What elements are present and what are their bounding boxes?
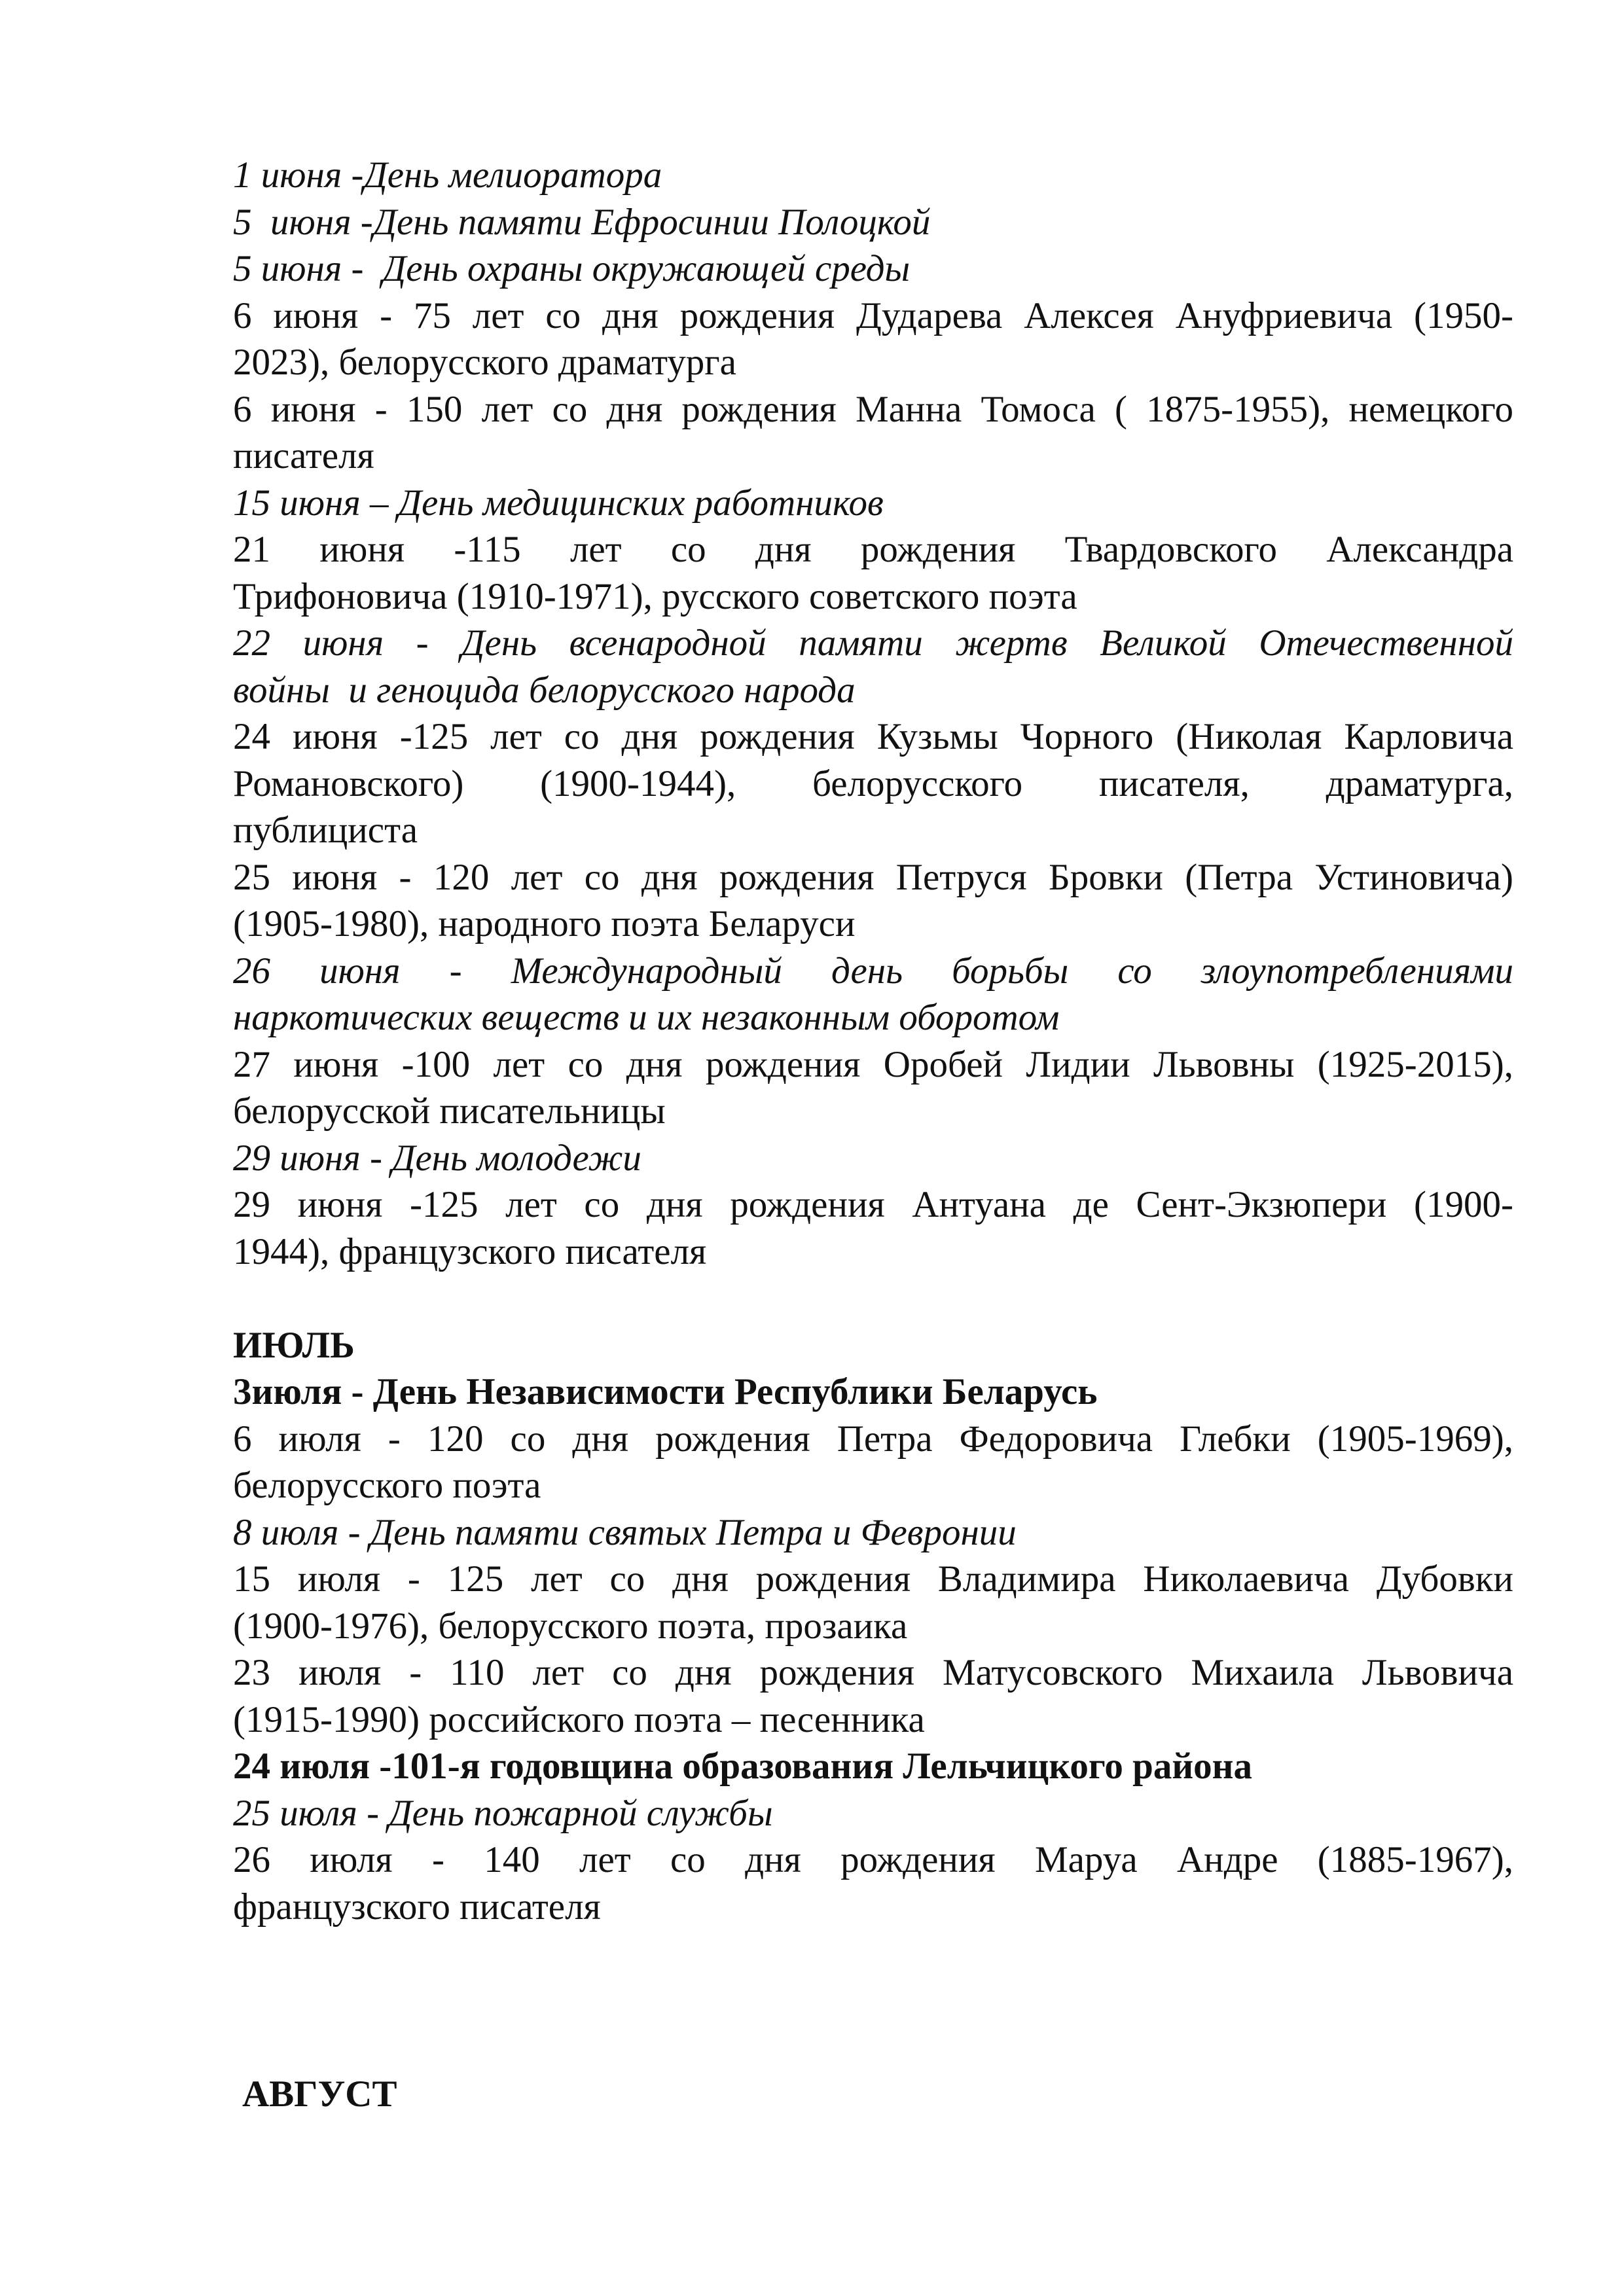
document-body — [233, 152, 1513, 2117]
july-item-5-line-2: (1915-1990) российского поэта – песенника — [233, 1698, 925, 1740]
august-section — [233, 2071, 1513, 2118]
july-item-7: 25 июля - День пожарной службы — [233, 1792, 773, 1834]
june-item-9-line-3: публициста — [233, 810, 418, 851]
section-spacer — [233, 1930, 1513, 2024]
june-item-10-line-2: (1905-1980), народного поэта Беларуси — [233, 903, 856, 944]
section-spacer — [233, 1275, 1513, 1322]
june-item-6: 15 июня – День медицинских работников — [233, 482, 884, 524]
june-item-10-line-1: 25 июня - 120 лет со дня рождения Петруся Бровки (Петра Устиновича) — [233, 856, 1513, 898]
june-item-12-line-2: белорусской писательницы — [233, 1090, 666, 1132]
june-item-4-line-2: 2023), белорусского драматурга — [233, 342, 736, 383]
june-item-8-line-2: войны и геноцида белорусского народа — [233, 669, 856, 711]
july-heading: ИЮЛЬ — [233, 1324, 355, 1366]
june-item-2: 5 июня -День памяти Ефросинии Полоцкой — [233, 201, 931, 243]
july-item-2-line-1: 6 июля - 120 со дня рождения Петра Федоровича Глебки (1905-1969), — [233, 1418, 1513, 1460]
june-item-14-line-1: 29 июня -125 лет со дня рождения Антуана де Сент-Экзюпери (1900- — [233, 1184, 1513, 1225]
july-item-4-line-2: (1900-1976), белорусского поэта, прозаика — [233, 1605, 908, 1647]
june-item-14-line-2: 1944), французского писателя — [233, 1230, 707, 1272]
july-item-8-line-2: французского писателя — [233, 1886, 601, 1928]
june-item-7-line-1: 21 июня -115 лет со дня рождения Твардовского Александра — [233, 529, 1513, 570]
june-item-12-line-1: 27 июня -100 лет со дня рождения Оробей Лидии Львовны (1925-2015), — [233, 1043, 1513, 1085]
june-item-5-line-1: 6 июня - 150 лет со дня рождения Манна Томоса ( 1875-1955), немецкого — [233, 388, 1513, 430]
july-section — [233, 1322, 1513, 1931]
july-item-6: 24 июля -101-я годовщина образования Лельчицкого района — [233, 1746, 1253, 1787]
june-item-4-line-1: 6 июня - 75 лет со дня рождения Дударева Алексея Ануфриевича (1950- — [233, 295, 1513, 336]
july-item-4-line-1: 15 июля - 125 лет со дня рождения Владимира Николаевича Дубовки — [233, 1558, 1513, 1600]
june-item-7-line-2: Трифоновича (1910-1971), русского советского поэта — [233, 575, 1077, 617]
june-item-1: 1 июня -День мелиоратора — [233, 154, 662, 196]
june-item-13: 29 июня - День молодежи — [233, 1137, 641, 1179]
july-item-5-line-1: 23 июля - 110 лет со дня рождения Матусовского Михаила Львовича — [233, 1652, 1513, 1693]
june-item-9-line-2: Романовского) (1900-1944), белорусского писателя, драматурга, — [233, 762, 1513, 804]
july-item-3: 8 июля - День памяти святых Петра и Февронии — [233, 1511, 1017, 1553]
august-heading: АВГУСТ — [242, 2073, 397, 2115]
june-item-5-line-2: писателя — [233, 435, 374, 476]
june-item-3: 5 июня - День охраны окружающей среды — [233, 248, 911, 289]
july-item-2-line-2: белорусского поэта — [233, 1465, 541, 1506]
june-section — [233, 152, 1513, 1275]
june-item-9-line-1: 24 июня -125 лет со дня рождения Кузьмы Чорного (Николая Карловича — [233, 716, 1513, 757]
july-item-8-line-1: 26 июля - 140 лет со дня рождения Маруа Андре (1885-1967), — [233, 1839, 1513, 1880]
july-item-1: 3июля - День Независимости Республики Беларусь — [233, 1371, 1098, 1412]
june-item-11-line-1: 26 июня - Международный день борьбы со злоупотреблениями — [233, 950, 1513, 992]
june-item-11-line-2: наркотических веществ и их незаконным оборотом — [233, 997, 1060, 1038]
section-spacer — [233, 2024, 1513, 2071]
june-item-8-line-1: 22 июня - День всенародной памяти жертв Великой Отечественной — [233, 622, 1513, 664]
